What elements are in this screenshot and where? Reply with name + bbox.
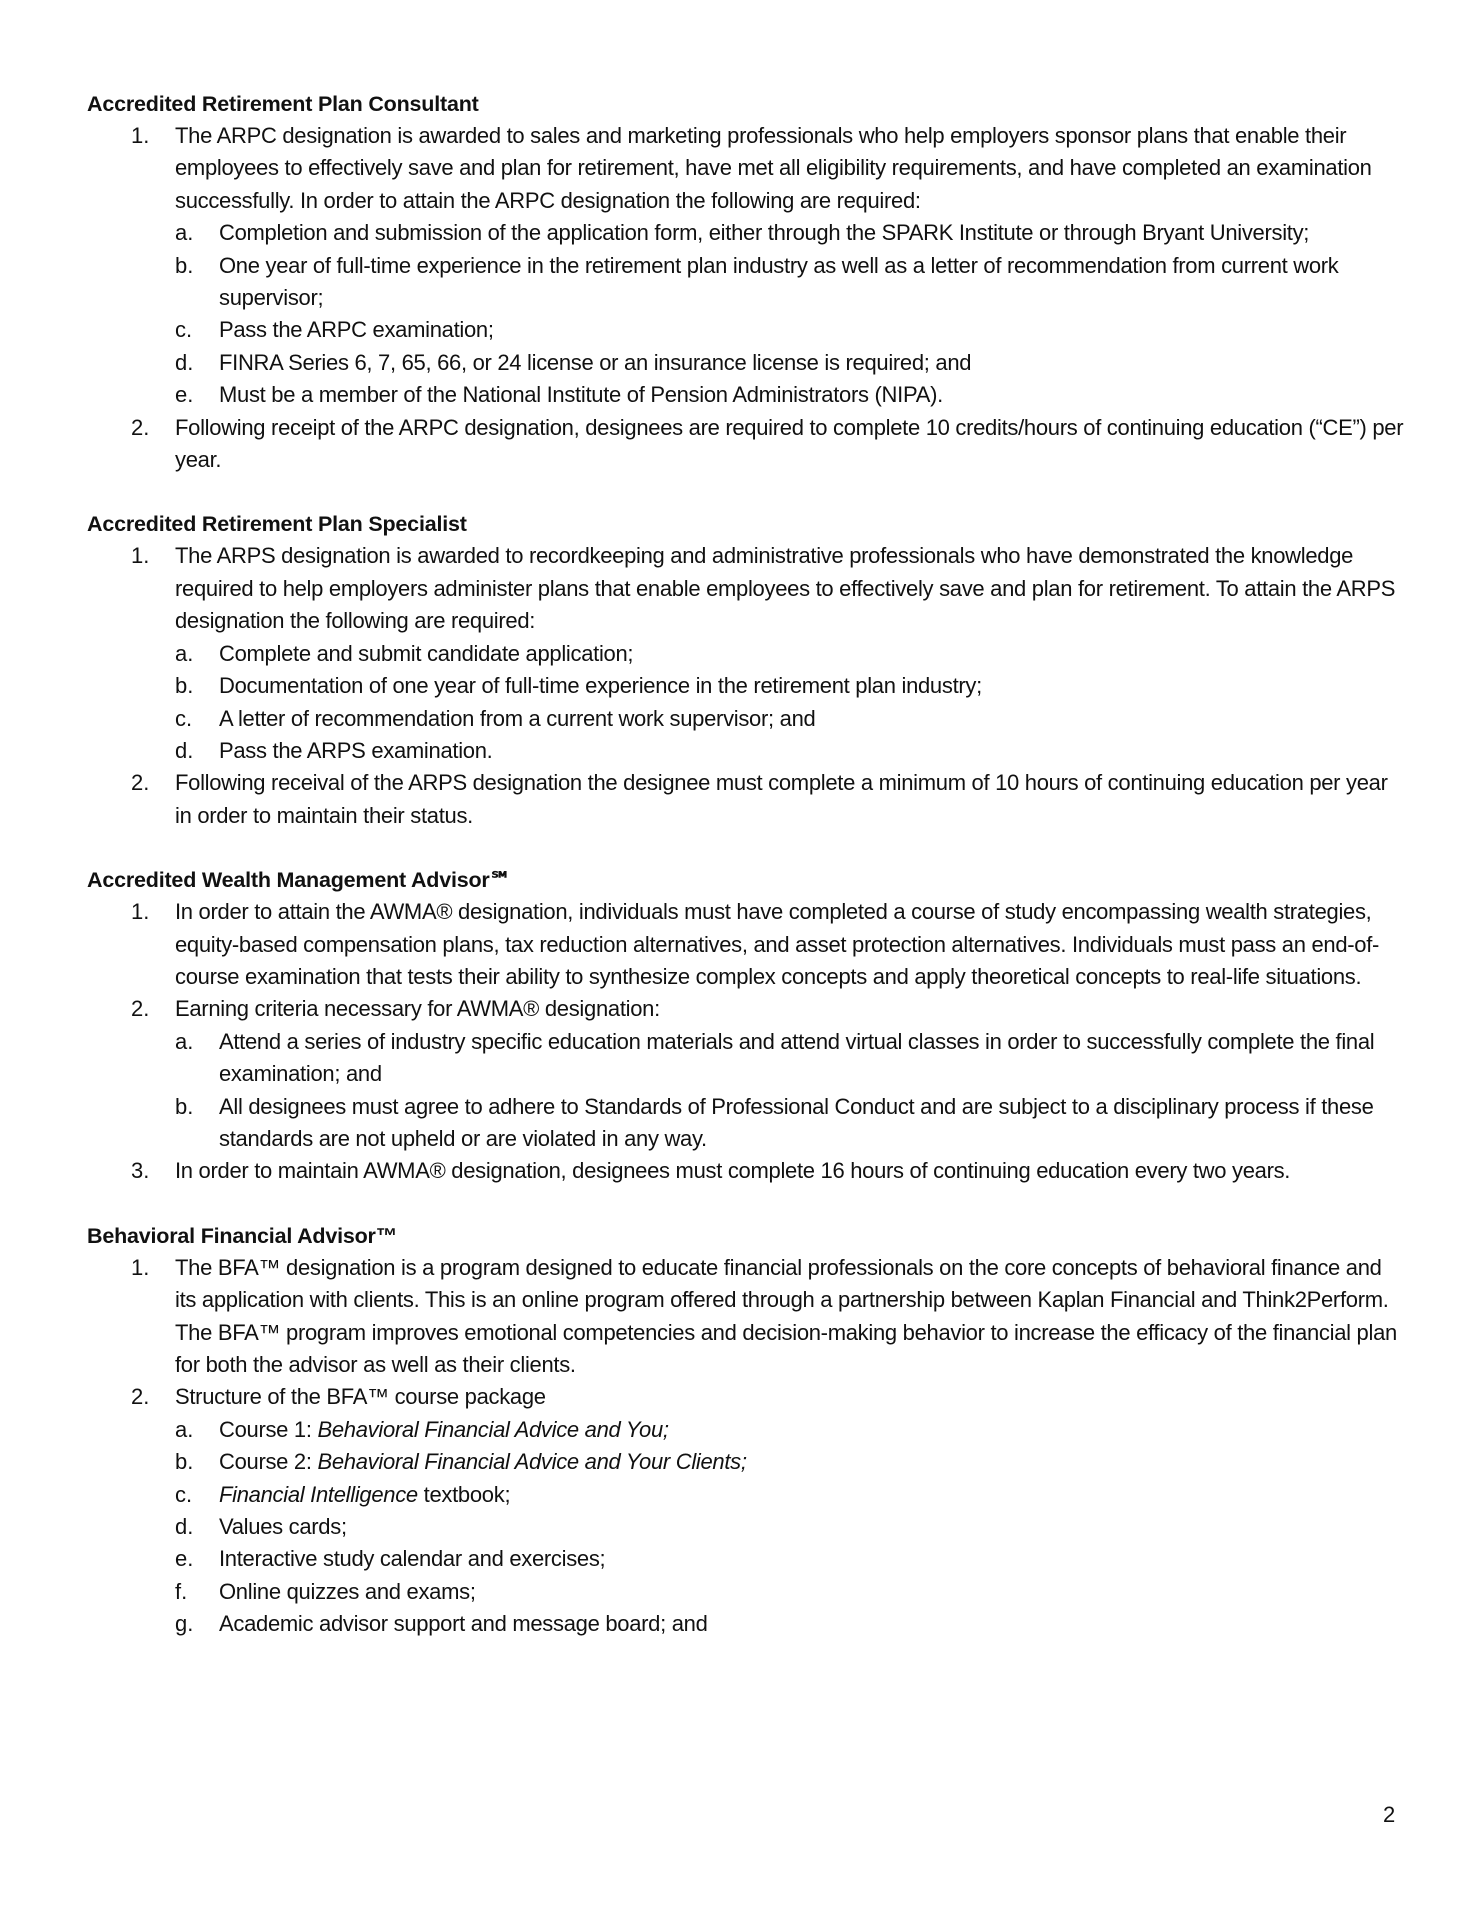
item-text: The ARPC designation is awarded to sales and marketing professionals who help employers sponsor plans that enable their employees to effectively save and plan for retirement, have met all eligibility requirements, and have completed an examination successfully. In order to attain the ARPC designation the following are required: [175, 123, 1372, 213]
item-text: In order to maintain AWMA® designation, designees must complete 16 hours of continuing education every two years. [175, 1158, 1291, 1184]
section-heading: Accredited Retirement Plan Consultant [87, 92, 479, 116]
section-arps [87, 508, 1407, 832]
lettered-list [131, 638, 1407, 768]
section-awma [87, 864, 1407, 1188]
sub-item [131, 638, 1407, 670]
sub-item-letter: a. [175, 220, 194, 246]
sub-item [131, 217, 1407, 249]
item-number: 2. [131, 996, 150, 1022]
sub-item [131, 1511, 1407, 1543]
item-number: 2. [131, 770, 150, 796]
sub-item-letter: b. [175, 252, 194, 278]
list-item [87, 412, 1407, 477]
sub-item-text: Values cards; [219, 1514, 347, 1540]
item-text: In order to attain the AWMA® designation, individuals must have completed a course of study encompassing wealth strategies, equity-based compensation plans, tax reduction alternatives, and asset protection alternatives. Individuals must pass an end-of-course examination that tests their ability to synthesize complex concepts and apply theoretical concepts to real-life situations. [175, 899, 1380, 989]
list-item [87, 993, 1407, 1155]
page-number: 2 [1383, 1802, 1396, 1827]
sub-item-text: FINRA Series 6, 7, 65, 66, or 24 license or an insurance license is required; and [219, 349, 972, 375]
sub-item-text: Attend a series of industry specific education materials and attend virtual classes in order to successfully complete the final examination; and [219, 1028, 1375, 1087]
list-item [87, 540, 1407, 767]
sub-item [131, 1026, 1407, 1091]
sub-item-text [219, 1417, 669, 1442]
section-heading: Accredited Retirement Plan Specialist [87, 512, 467, 537]
sub-item [131, 1414, 1407, 1446]
sub-item [131, 1091, 1407, 1156]
sub-item [131, 703, 1407, 735]
sub-item-letter: e. [175, 1546, 194, 1572]
text-suffix: textbook; [417, 1481, 511, 1507]
sub-item-letter: d. [175, 1514, 194, 1540]
sub-item [131, 1543, 1407, 1575]
sub-item [131, 347, 1407, 379]
document-page [87, 88, 1407, 1673]
sub-item-letter: c. [175, 317, 193, 343]
item-text: Structure of the BFA™ course package [175, 1384, 546, 1410]
sub-item-text: A letter of recommendation from a current work supervisor; and [219, 705, 816, 731]
sub-item-letter: e. [175, 382, 194, 408]
sub-item-letter: f. [175, 1578, 188, 1604]
lettered-list [131, 1026, 1407, 1156]
section-heading: Behavioral Financial Advisor™ [87, 1223, 398, 1248]
sub-item-letter: a. [175, 640, 194, 666]
item-number: 1. [131, 543, 150, 569]
lettered-list [131, 1414, 1407, 1641]
item-text: Earning criteria necessary for AWMA® designation: [175, 996, 660, 1022]
sub-item-text: Complete and submit candidate application; [219, 640, 634, 666]
item-text: Following receival of the ARPS designation the designee must complete a minimum of 10 hours of continuing education per year in order to maintain their status. [175, 770, 1388, 828]
sub-item [131, 1479, 1407, 1511]
course-title: Behavioral Financial Advice and Your Clients; [317, 1449, 747, 1475]
item-number: 1. [131, 123, 150, 148]
sub-item-text: One year of full-time experience in the retirement plan industry as well as a letter of recommendation from current work supervisor; [219, 252, 1339, 311]
list-item [87, 1155, 1407, 1187]
item-number: 1. [131, 899, 150, 925]
book-title: Financial Intelligence [219, 1481, 418, 1507]
numbered-list [87, 120, 1407, 476]
item-text: Following receipt of the ARPC designation, designees are required to complete 10 credits/hours of continuing education (“CE”) per year. [175, 414, 1404, 473]
sub-item-letter: a. [175, 1028, 194, 1054]
list-item [87, 1252, 1407, 1382]
sub-item [131, 379, 1407, 411]
sub-item-letter: b. [175, 1449, 194, 1475]
numbered-list [87, 1252, 1407, 1641]
sub-item-letter: b. [175, 673, 194, 699]
numbered-list [87, 540, 1407, 832]
sub-item-letter: c. [175, 705, 193, 731]
sub-item-letter: g. [175, 1611, 194, 1637]
text-prefix: Course 2: [219, 1449, 318, 1475]
sub-item [131, 1576, 1407, 1608]
sub-item [131, 314, 1407, 346]
sub-item-text: Completion and submission of the application form, either through the SPARK Institute or through Bryant University; [219, 220, 1310, 246]
sub-item-text: Academic advisor support and message board; and [219, 1611, 708, 1637]
item-number: 3. [131, 1158, 150, 1184]
list-item [87, 1381, 1407, 1640]
sub-item-letter: c. [175, 1481, 193, 1507]
sub-item-text: Documentation of one year of full-time experience in the retirement plan industry; [219, 673, 982, 699]
sub-item [131, 670, 1407, 702]
item-number: 1. [131, 1254, 150, 1280]
sub-item [131, 1446, 1407, 1478]
sub-item-text: Must be a member of the National Institute of Pension Administrators (NIPA). [219, 382, 943, 408]
list-item [87, 120, 1407, 412]
sub-item-text: Interactive study calendar and exercises; [219, 1546, 606, 1572]
sub-item [131, 735, 1407, 767]
numbered-list [87, 896, 1407, 1188]
sub-item-text: All designees must agree to adhere to Standards of Professional Conduct and are subject to a disciplinary process if these standards are not upheld or are violated in any way. [219, 1093, 1374, 1151]
item-number: 2. [131, 1384, 150, 1410]
sub-item-letter: d. [175, 349, 194, 375]
sub-item-text [219, 1449, 747, 1474]
sub-item-text: Online quizzes and exams; [219, 1578, 476, 1604]
section-heading: Accredited Wealth Management Advisor℠ [87, 868, 512, 893]
sub-item-text: Pass the ARPC examination; [219, 317, 494, 343]
sub-item-letter: a. [175, 1416, 194, 1442]
sub-item [131, 1608, 1407, 1640]
sub-item-letter: b. [175, 1093, 194, 1119]
lettered-list [131, 217, 1407, 411]
list-item [87, 896, 1407, 993]
item-text: The BFA™ designation is a program designed to educate financial professionals on the core concepts of behavioral finance and its application with clients. This is an online program offered through a partnership between Kaplan Financial and Think2Perform. The BFA™ program improves emotional competencies and decision-making behavior to increase the efficacy of the financial plan for both the advisor as well as their clients. [175, 1254, 1397, 1377]
sub-item-text [219, 1482, 510, 1507]
list-item [87, 767, 1407, 832]
sub-item-text: Pass the ARPS examination. [219, 737, 493, 763]
section-arpc [87, 88, 1407, 476]
course-title: Behavioral Financial Advice and You; [317, 1416, 669, 1442]
section-bfa [87, 1220, 1407, 1641]
text-prefix: Course 1: [219, 1416, 318, 1442]
sub-item-letter: d. [175, 737, 194, 763]
item-number: 2. [131, 414, 150, 440]
sub-item [131, 250, 1407, 315]
item-text: The ARPS designation is awarded to recordkeeping and administrative professionals who have demonstrated the knowledge required to help employers administer plans that enable employees to effectively save and plan for retirement. To attain the ARPS designation the following are required: [175, 543, 1396, 634]
